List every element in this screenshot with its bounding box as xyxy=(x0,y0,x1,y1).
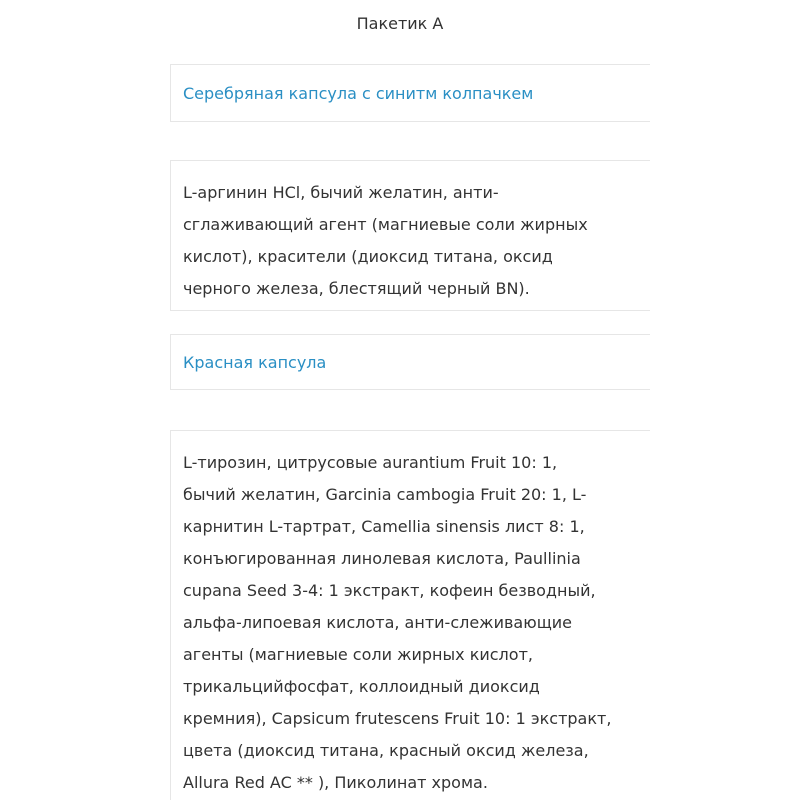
silver-capsule-title[interactable]: Серебряная капсула с синитм колпачкем xyxy=(183,83,534,103)
red-capsule-ingredients-text: L-тирозин, цитрусовые aurantium Fruit 10: 1, бычий желатин, Garcinia cambogia Fruit 20: 1, L- карнитин L-тартрат, Camellia sinensis лист 8: 1, конъюгированная линолевая кислота, Paullinia cupana Seed 3-4: 1 экстракт, кофеин безводный, альфа-липоевая кислота, анти-слеживающие агенты (магниевые соли жирных кислот, трикальцийфосфат, коллоидный диоксид кремния), Capsicum frutescens Fruit 10: 1 экстракт, цвета (диоксид титана, красный оксид железа, Allura Red AC ** ), Пиколинат хрома. xyxy=(183,453,612,792)
page-title: Пакетик А xyxy=(356,14,444,33)
red-capsule-header[interactable] xyxy=(170,334,650,390)
silver-capsule-header[interactable] xyxy=(170,64,650,122)
silver-capsule-ingredients-text: L-аргинин HCl, бычий желатин, анти- сглаживающий агент (магниевые соли жирных кислот), красители (диоксид титана, оксид черного железа, блестящий черный BN). xyxy=(183,183,588,298)
red-capsule-title[interactable]: Красная капсула xyxy=(183,352,327,372)
red-capsule-ingredients xyxy=(170,430,650,800)
silver-capsule-ingredients xyxy=(170,160,650,311)
